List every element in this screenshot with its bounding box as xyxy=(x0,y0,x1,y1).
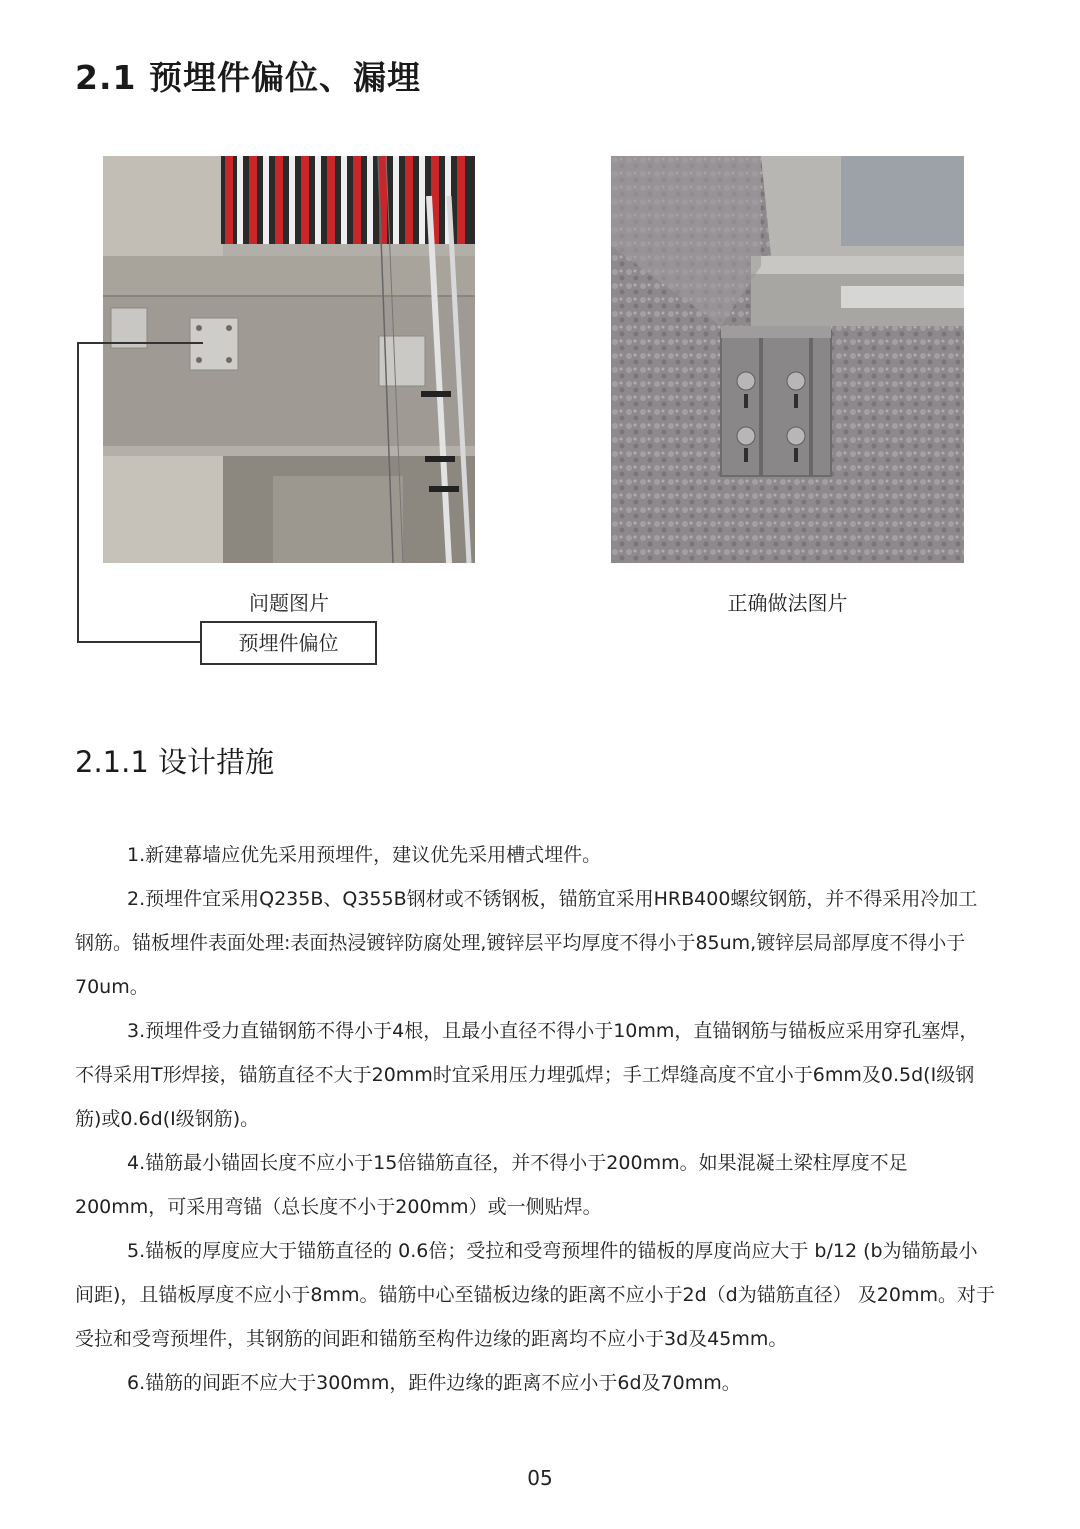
body-text xyxy=(75,833,995,1405)
page-number: 05 xyxy=(527,1466,553,1490)
paragraph: 4.锚筋最小锚固长度不应小于15倍锚筋直径，并不得小于200mm。如果混凝土梁柱厚度不足200mm，可采用弯锚（总长度不小于200mm）或一侧贴焊。 xyxy=(75,1152,908,1218)
problem-photo-illustration xyxy=(103,156,475,563)
callout-leader-bottom xyxy=(77,641,201,643)
paragraph: 2.预埋件宜采用Q235B、Q355B钢材或不锈钢板，锚筋宜采用HRB400螺纹钢筋，并不得采用冷加工钢筋。锚板埋件表面处理:表面热浸镀锌防腐处理,镀锌层平均厚度不得小于85um,镀锌层局部厚度不得小于70um。 xyxy=(75,888,978,998)
paragraph: 1.新建幕墙应优先采用预埋件，建议优先采用槽式埋件。 xyxy=(127,844,602,866)
problem-photo xyxy=(103,156,475,563)
section-subtitle: 2.1.1 设计措施 xyxy=(75,745,275,779)
callout-leader-top xyxy=(77,342,203,344)
problem-photo-caption: 问题图片 xyxy=(249,591,329,615)
correct-photo-caption: 正确做法图片 xyxy=(727,591,848,615)
paragraph: 6.锚筋的间距不应大于300mm，距件边缘的距离不应小于6d及70mm。 xyxy=(127,1372,741,1394)
page-title: 2.1 预埋件偏位、漏埋 xyxy=(75,58,421,97)
correct-method-photo xyxy=(611,156,964,563)
correct-method-photo-illustration xyxy=(611,156,964,563)
paragraph: 3.预埋件受力直锚钢筋不得小于4根，且最小直径不得小于10mm，直锚钢筋与锚板应采用穿孔塞焊，不得采用T形焊接，锚筋直径不大于20mm时宜采用压力埋弧焊；手工焊缝高度不宜小于6mm及0.5d(I级钢筋)或0.6d(I级钢筋)。 xyxy=(75,1020,979,1130)
paragraph: 5.锚板的厚度应大于锚筋直径的 0.6倍；受拉和受弯预埋件的锚板的厚度尚应大于 b/12 (b为锚筋最小间距)，且锚板厚度不应小于8mm。锚筋中心至锚板边缘的距离不应小于2d（d为锚筋直径） 及20mm。对于受拉和受弯预埋件，其钢筋的间距和锚筋至构件边缘的距离均不应小于3d及45mm。 xyxy=(75,1240,995,1350)
callout-label: 预埋件偏位 xyxy=(200,621,377,665)
callout-leader-vertical xyxy=(77,342,79,643)
